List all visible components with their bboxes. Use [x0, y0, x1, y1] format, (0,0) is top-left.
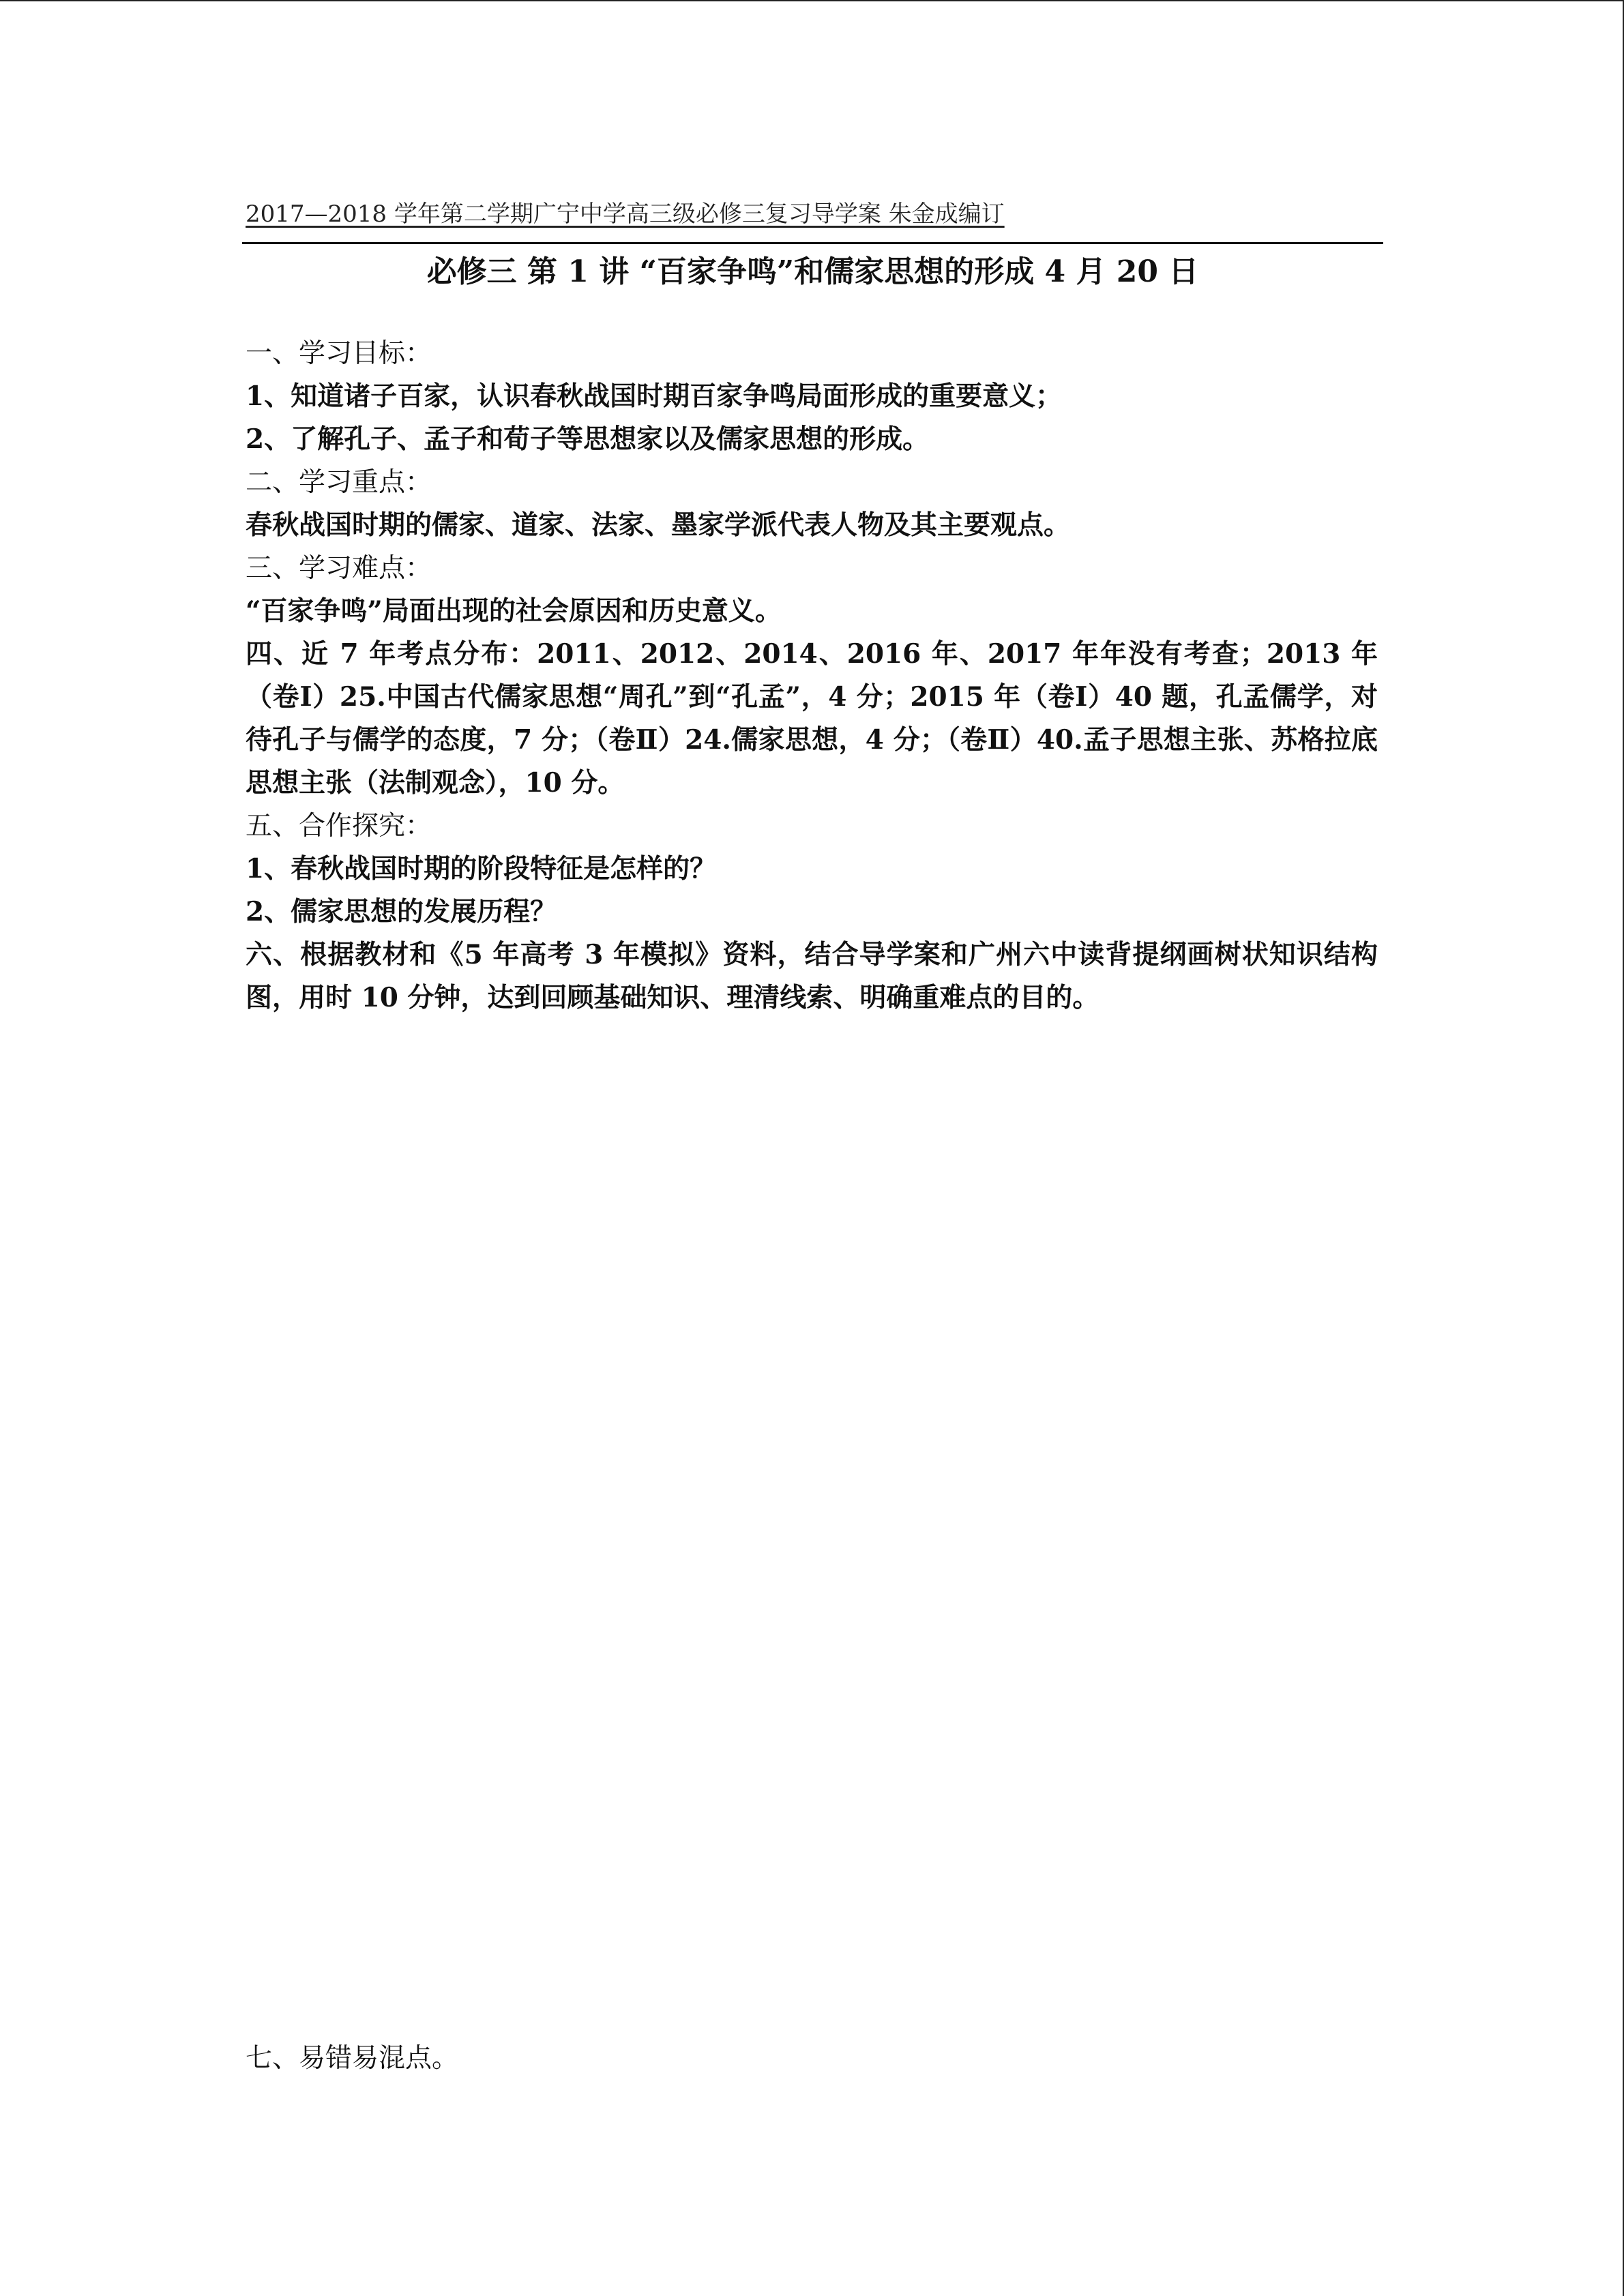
difficulties-text: “百家争鸣”局面出现的社会原因和历史意义。 [246, 595, 782, 627]
header-rule [242, 242, 1383, 244]
section-heading-difficulties: 三、学习难点： [246, 553, 432, 584]
running-header: 2017—2018 学年第二学期广宁中学高三级必修三复习导学案 朱金成编订 [246, 200, 1005, 228]
section-heading-mistakes: 七、易错易混点。 [246, 2043, 459, 2074]
objective-item: 2、了解孔子、孟子和荀子等思想家以及儒家思想的形成。 [246, 423, 930, 455]
document-body [246, 332, 1378, 1019]
page-title: 必修三 第 1 讲 “百家争鸣”和儒家思想的形成 4 月 20 日 [426, 254, 1199, 289]
key-points-text: 春秋战国时期的儒家、道家、法家、墨家学派代表人物及其主要观点。 [246, 509, 1071, 541]
objective-item: 1、知道诸子百家，认识春秋战国时期百家争鸣局面形成的重要意义； [246, 381, 1063, 412]
section-heading-objectives: 一、学习目标： [246, 338, 432, 369]
knowledge-map-text: 六、根据教材和《5 年高考 3 年模拟》资料，结合导学案和广州六中读背提纲画树状知识结构图，用时 10 分钟，达到回顾基础知识、理清线索、明确重难点的目的。 [246, 939, 1378, 1013]
cooperation-item: 1、春秋战国时期的阶段特征是怎样的？ [246, 853, 717, 884]
exam-distribution-text: 四、近 7 年考点分布：2011、2012、2014、2016 年、2017 年年没有考查；2013 年（卷Ⅰ）25.中国古代儒家思想“周孔”到“孔孟”，4 分；2015 年（卷Ⅰ）40 题，孔孟儒学，对待孔子与儒学的态度，7 分；（卷Ⅱ）24.儒家思想，4 分；（卷Ⅱ）40.孟子思想主张、苏格拉底思想主张（法制观念），10 分。 [246, 638, 1378, 799]
cooperation-item: 2、儒家思想的发展历程？ [246, 896, 557, 927]
section-heading-key-points: 二、学习重点： [246, 467, 432, 498]
section-heading-cooperation: 五、合作探究： [246, 811, 432, 841]
